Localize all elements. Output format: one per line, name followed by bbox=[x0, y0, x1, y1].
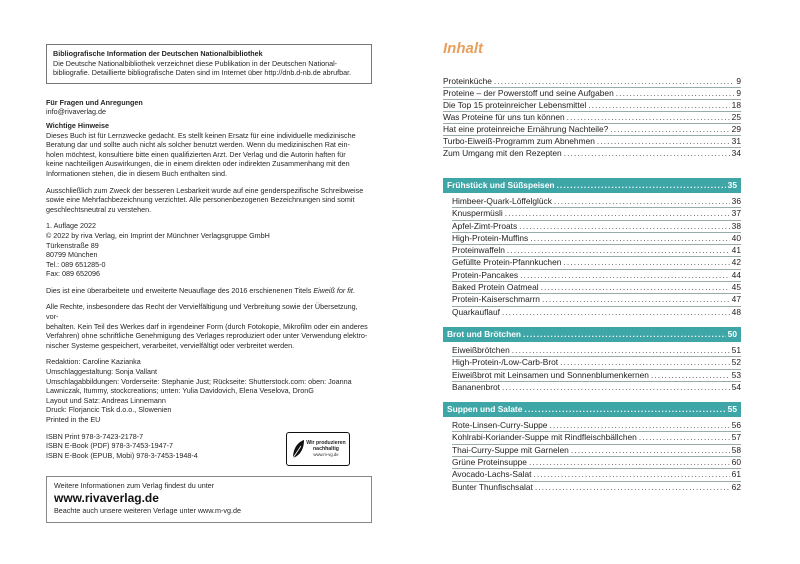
toc-entry[interactable]: Protein-Pancakes ..... 44 bbox=[452, 270, 741, 282]
toc-entry[interactable]: Rote-Linsen-Curry-Suppe ..... 56 bbox=[452, 420, 741, 432]
credits-line: Druck: Florjancic Tisk d.o.o., Slowenien bbox=[46, 405, 172, 415]
toc-entry[interactable]: Kohlrabi-Koriander-Suppe mit Rindfleischbällchen ..... 57 bbox=[452, 432, 741, 444]
toc-entry[interactable]: Thai-Curry-Suppe mit Garnelen ..... 58 bbox=[452, 445, 741, 457]
address-street: Türkenstraße 89 bbox=[46, 240, 99, 250]
toc-entry[interactable]: Bananenbrot ..... 54 bbox=[452, 382, 741, 393]
toc-entry[interactable]: Eiweißbrot mit Leinsamen und Sonnenblumenkernen ..... 53 bbox=[452, 370, 741, 382]
publisher-info: Weitere Informationen zum Verlag findest du unter bbox=[54, 480, 215, 490]
biblio-line: bibliografie. Detaillierte bibliografische Daten sind im Internet über http://dnb.d-nb.de abrufbar. bbox=[53, 68, 352, 78]
notes-line: Beratung dar und sollte auch nicht als solcher benutzt werden. Wenn du medizinischen Rat ein- bbox=[46, 140, 350, 150]
biblio-info-box bbox=[46, 44, 372, 84]
publisher-more: Beachte auch unsere weiteren Verlage unter www.m-vg.de bbox=[54, 506, 241, 516]
toc-entry[interactable]: Proteinküche ..... 9 bbox=[443, 76, 741, 88]
toc-entry[interactable]: Gefüllte Protein-Pfannkuchen ..... 42 bbox=[452, 257, 741, 269]
toc-entry[interactable]: Proteine – der Powerstoff und seine Aufgaben ..... 9 bbox=[443, 88, 741, 100]
sustainability-badge bbox=[286, 432, 350, 466]
isbn-print: ISBN Print 978-3-7423-2178-7 bbox=[46, 431, 144, 441]
edition-line: 1. Auflage 2022 bbox=[46, 221, 96, 231]
notes-line: Dieses Buch ist für Lernzwecke gedacht. Es stellt keinen Ersatz für eine individuelle medizinische bbox=[46, 130, 356, 140]
gender-line: geschlechtsneutral zu verstehen. bbox=[46, 204, 152, 214]
section-header-brot[interactable]: Brot und Brötchen ..... 50 bbox=[443, 327, 741, 342]
toc-intro bbox=[443, 76, 741, 159]
notes-line: holen möchtest, konsultiere bitte einen qualifizierten Arzt. Der Verlag und die Autorin haften für bbox=[46, 149, 346, 159]
credits-line: Redaktion: Caroline Kazianka bbox=[46, 357, 141, 367]
toc-entry[interactable]: Die Top 15 proteinreicher Lebensmittel ..... 18 bbox=[443, 100, 741, 112]
credits-line: Umschlaggestaltung: Sonja Vallant bbox=[46, 367, 157, 377]
isbn-pdf: ISBN E-Book (PDF) 978-3-7453-1947-7 bbox=[46, 441, 174, 451]
fax-line: Fax: 089 652096 bbox=[46, 269, 100, 279]
rights-line: behalten. Kein Teil des Werkes darf in irgendeiner Form (durch Fotokopie, Mikrofilm oder ein anderes bbox=[46, 321, 368, 331]
revised-suffix: . bbox=[352, 285, 355, 295]
badge-line2: nachhaltig bbox=[313, 445, 339, 452]
toc-entry[interactable]: Bunter Thunfischsalat ..... 62 bbox=[452, 482, 741, 493]
toc-entry[interactable]: Quarkauflauf ..... 48 bbox=[452, 307, 741, 318]
toc-entry[interactable]: Himbeer-Quark-Löffelglück ..... 36 bbox=[452, 196, 741, 208]
rights-line: Verfahren) ohne schriftliche Genehmigung des Verlages reproduziert oder unter Verwendung elektro- bbox=[46, 331, 368, 341]
leaf-icon bbox=[290, 438, 306, 460]
notes-line: keine nachteiligen Auswirkungen, die in einem direkten oder indirekten Zusammenhang mit den bbox=[46, 159, 350, 169]
toc-entry[interactable]: Grüne Proteinsuppe ..... 60 bbox=[452, 457, 741, 469]
publisher-url[interactable]: www.rivaverlag.de bbox=[54, 491, 159, 506]
badge-line1: Wir produzieren bbox=[306, 439, 346, 446]
toc-entry[interactable]: Eiweißbrötchen ..... 51 bbox=[452, 345, 741, 357]
toc-entry[interactable]: High-Protein-/Low-Carb-Brot ..... 52 bbox=[452, 357, 741, 369]
credits-line: Layout und Satz: Andreas Linnemann bbox=[46, 395, 166, 405]
questions-email[interactable]: info@rivaverlag.de bbox=[46, 107, 107, 117]
toc-entry[interactable]: Hat eine proteinreiche Ernährung Nachteile? ..... 29 bbox=[443, 124, 741, 136]
revised-prefix: Dies ist eine überarbeitete und erweiterte Neuauflage des 2016 erschienenen Titels bbox=[46, 285, 314, 295]
biblio-title: Bibliografische Information der Deutschen Nationalbibliothek bbox=[53, 49, 263, 58]
isbn-epub: ISBN E-Book (EPUB, Mobi) 978-3-7453-1948-4 bbox=[46, 450, 198, 460]
toc-entry[interactable]: High-Protein-Muffins ..... 40 bbox=[452, 233, 741, 245]
toc-entry[interactable]: Was Proteine für uns tun können ..... 25 bbox=[443, 112, 741, 124]
imprint-page bbox=[46, 44, 372, 523]
toc-page bbox=[443, 40, 741, 493]
gender-line: sowie eine Mehrfachbezeichnung verzichtet. Alle personenbezogenen Bezeichnungen sind somit bbox=[46, 195, 355, 205]
toc-entry[interactable]: Apfel-Zimt-Proats ..... 38 bbox=[452, 221, 741, 233]
publisher-info-box bbox=[46, 476, 372, 523]
address-city: 80799 München bbox=[46, 250, 98, 260]
notes-title: Wichtige Hinweise bbox=[46, 120, 110, 130]
copyright-line: © 2022 by riva Verlag, ein Imprint der Münchner Verlagsgruppe GmbH bbox=[46, 230, 270, 240]
questions-title: Für Fragen und Anregungen bbox=[46, 97, 143, 107]
toc-entry[interactable]: Turbo-Eiweiß-Programm zum Abnehmen ..... 31 bbox=[443, 136, 741, 148]
section-header-fruehstueck[interactable]: Frühstück und Süßspeisen ..... 35 bbox=[443, 178, 741, 193]
rights-line: Alle Rechte, insbesondere das Recht der Vervielfältigung und Verbreitung sowie der Übersetzung, vor- bbox=[46, 302, 358, 322]
notes-line: Informationen stehen, die in diesem Buch enthalten sind. bbox=[46, 168, 228, 178]
badge-url: www.m-vg.de bbox=[313, 451, 339, 457]
toc-entry[interactable]: Baked Protein Oatmeal ..... 45 bbox=[452, 282, 741, 294]
rights-line: nischer Systeme gespeichert, verarbeitet, vervielfältigt oder verbreitet werden. bbox=[46, 340, 295, 350]
isbn-block bbox=[46, 432, 372, 472]
phone-line: Tel.: 089 651285-0 bbox=[46, 259, 106, 269]
revised-edition-note bbox=[46, 286, 372, 296]
revised-title: Eiweiß for fit bbox=[313, 285, 353, 295]
toc-entry[interactable]: Knuspermüsli ..... 37 bbox=[452, 208, 741, 220]
credits-line: Printed in the EU bbox=[46, 415, 101, 424]
toc-entry[interactable]: Zum Umgang mit den Rezepten ..... 34 bbox=[443, 148, 741, 159]
toc-entry[interactable]: Protein-Kaiserschmarrn ..... 47 bbox=[452, 294, 741, 306]
toc-heading: Inhalt bbox=[443, 40, 483, 57]
section-entries bbox=[443, 417, 741, 493]
toc-entry[interactable]: Avocado-Lachs-Salat ..... 61 bbox=[452, 469, 741, 481]
section-entries bbox=[443, 193, 741, 318]
biblio-line: Die Deutsche Nationalbibliothek verzeichnet diese Publikation in der Deutschen National- bbox=[53, 58, 338, 68]
gender-line: Ausschließlich zum Zweck der besseren Lesbarkeit wurde auf eine genderspezifische Schreibweise bbox=[46, 185, 364, 195]
section-header-suppen[interactable]: Suppen und Salate ..... 55 bbox=[443, 402, 741, 417]
credits-line: Lawniczak, Itummy, stockcreations; unten: Yulia Davidovich, Elena Veselova, DronG bbox=[46, 386, 314, 396]
toc-entry[interactable]: Proteinwaffeln ..... 41 bbox=[452, 245, 741, 257]
credits-line: Umschlagabbildungen: Vorderseite: Stephanie Just; Rückseite: Shutterstock.com: oben: Joanna bbox=[46, 376, 352, 386]
section-entries bbox=[443, 342, 741, 393]
